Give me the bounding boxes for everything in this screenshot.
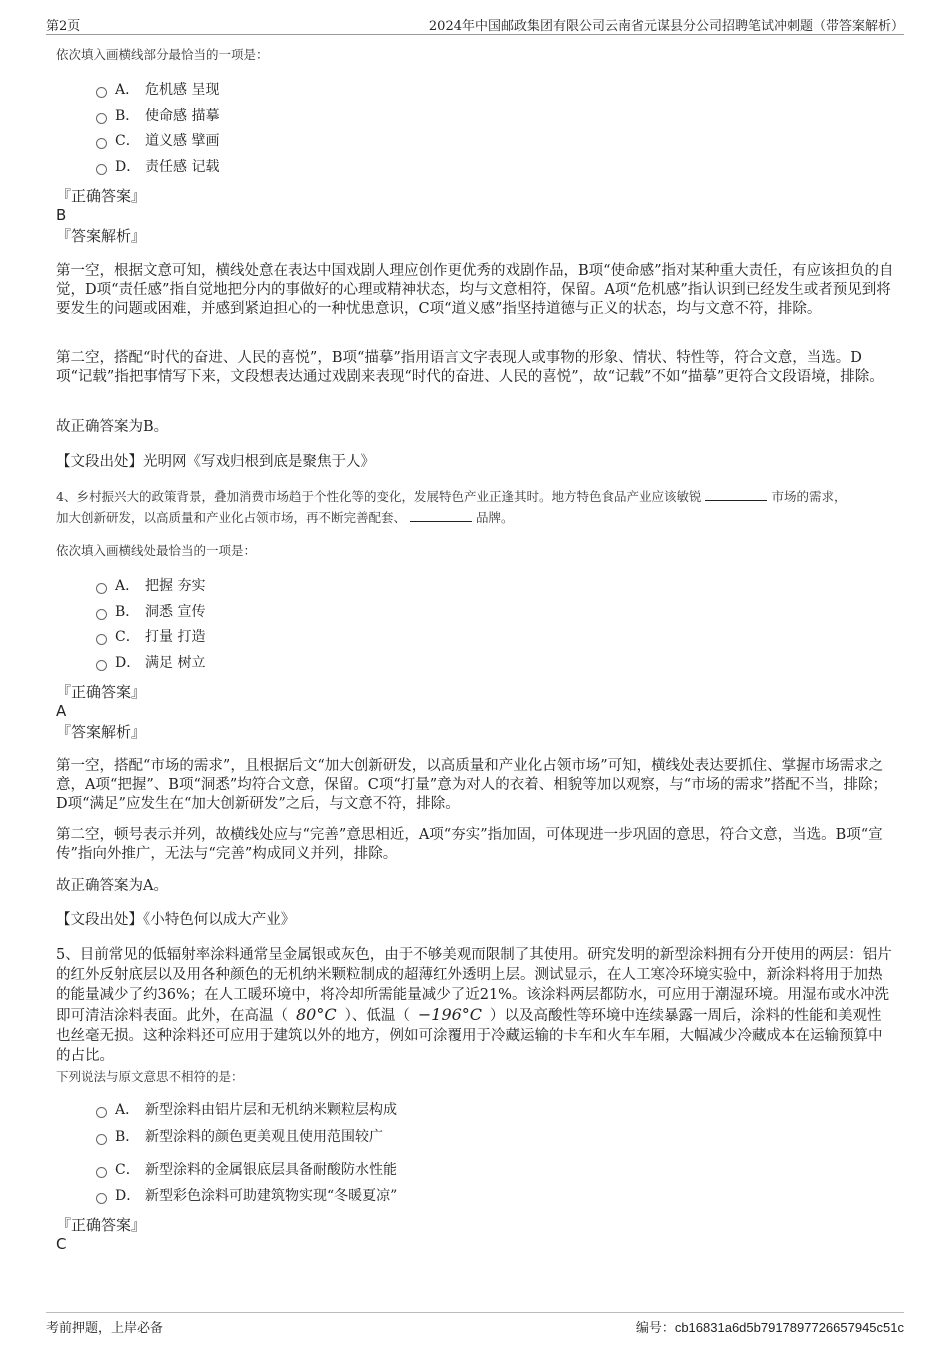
radio-icon[interactable]: [96, 164, 107, 175]
radio-icon[interactable]: [96, 609, 107, 620]
radio-icon[interactable]: [96, 1193, 107, 1204]
radio-icon[interactable]: [96, 1134, 107, 1145]
q5-stem: 5、目前常见的低辐射率涂料通常呈金属银或灰色，由于不够美观而限制了其使用。研究发明的新型涂料拥有分开使用的两层：铝片的红外反射底层以及用各种颜色的无机纳米颗粒制成的超薄红外透明上层。测试显示，在人工寒冷环境实验中，新涂料将用于加热的能量减少了约36%；在人工暖环境中，将冷却所需能量减少了近21%。该涂料两层都防水，可应用于潮湿环境。用湿布或水冲洗即可清洁涂料表面。此外，在高温（ 80°C ）、低温（ −196°C ）以及高酸性等环境中连续暴露一周后，涂料的性能和美观性也丝毫无损。这种涂料还可应用于建筑以外的地方，例如可涂覆用于冷藏运输的卡车和火车车厢，大幅减少冷藏成本在运输预算中的占比。: [56, 947, 892, 1064]
q5-option-d[interactable]: D． 新型彩色涂料可助建筑物实现“冬暖夏凉”: [96, 1186, 397, 1206]
q3-option-c[interactable]: C． 道义感 擘画: [96, 131, 219, 151]
radio-icon[interactable]: [96, 138, 107, 149]
q4-analysis-paragraph-2: 第二空，顿号表示并列，故横线处应与“完善”意思相近，A项“夯实”指加固，可体现进一步巩固的意思，符合文意，当选。B项“宣传”指向外推广，无法与“完善”构成同义并列，排除。: [56, 827, 883, 862]
q3-answer: B: [56, 206, 67, 224]
q3-prompt: 依次填入画横线部分最恰当的一项是：: [56, 47, 269, 62]
q4-analysis-paragraph-1: 第一空，搭配“市场的需求”，且根据后文“加大创新研发，以高质量和产业化占领市场”可知，横线处表达要抓住、掌握市场需求之意，A项“把握”、B项“洞悉”均符合文意，保留。C项“打量”意为对人的衣着、相貌等加以观察，与“市场的需求”搭配不当，排除；D项“满足”应发生在“加大创新研发”之后，与文意不符，排除。: [56, 758, 888, 812]
q5-option-a[interactable]: A． 新型涂料由铝片层和无机纳米颗粒层构成: [96, 1100, 397, 1120]
q3-source: 【文段出处】光明网《写戏归根到底是聚焦于人》: [56, 454, 375, 470]
blank-line: [410, 509, 472, 522]
q5-answer: C: [56, 1235, 67, 1253]
q4-source: 【文段出处】《小特色何以成大产业》: [56, 912, 296, 928]
footer-slogan: 考前押题，上岸必备: [46, 1321, 164, 1336]
page-footer: [46, 1312, 904, 1337]
q4-option-a[interactable]: A． 把握 夯实: [96, 576, 205, 596]
page-header: [46, 12, 904, 35]
radio-icon[interactable]: [96, 1167, 107, 1178]
q3-analysis-paragraph-1: 第一空，根据文意可知，横线处意在表达中国戏剧人理应创作更优秀的戏剧作品，B项“使命感”指对某种重大责任，有应该担负的自觉，D项“责任感”指自觉地把分内的事做好的心理或精神状态，均与文意相符，保留。A项“危机感”指认识到已经发生或者预见到将要发生的问题或困难，并感到紧迫担心的一种忧患意识，C项“道义感”指坚持道德与正义的状态，均与文意不符，排除。: [56, 263, 894, 317]
radio-icon[interactable]: [96, 87, 107, 98]
q4-analysis-label: 『答案解析』: [56, 723, 147, 741]
q3-option-a[interactable]: A． 危机感 呈现: [96, 80, 219, 100]
q4-option-d[interactable]: D． 满足 树立: [96, 653, 205, 673]
page-number: 第2页: [46, 19, 81, 34]
q4-stem: 4、乡村振兴大的政策背景，叠加消费市场趋于个性化等的变化，发展特色产业正逢其时。地方特色食品产业应该敏锐 市场的需求， 加大创新研发，以高质量和产业化占领市场，再不断完善配套、 品牌。: [56, 489, 847, 525]
radio-icon[interactable]: [96, 1107, 107, 1118]
temperature-low: −196°C: [417, 1005, 483, 1024]
q3-conclusion: 故正确答案为B。: [56, 419, 169, 435]
q3-option-b[interactable]: B． 使命感 描摹: [96, 106, 219, 126]
radio-icon[interactable]: [96, 634, 107, 645]
q3-analysis-paragraph-2: 第二空，搭配“时代的奋进、人民的喜悦”，B项“描摹”指用语言文字表现人或事物的形象、情状、特性等，符合文意，当选。D项“记载”指把事情写下来，文段想表达通过戏剧来表现“时代的奋进、人民的喜悦”，故“记载”不如“描摹”更符合文段语境，排除。: [56, 350, 884, 385]
q5-answer-label: 『正确答案』: [56, 1216, 147, 1234]
q4-answer-label: 『正确答案』: [56, 683, 147, 701]
q4-answer: A: [56, 702, 67, 720]
blank-line: [705, 488, 767, 501]
q4-conclusion: 故正确答案为A。: [56, 878, 168, 894]
q3-analysis-label: 『答案解析』: [56, 227, 147, 245]
radio-icon[interactable]: [96, 583, 107, 594]
q4-option-b[interactable]: B． 洞悉 宣传: [96, 602, 205, 622]
radio-icon[interactable]: [96, 113, 107, 124]
q5-prompt: 下列说法与原文意思不相符的是：: [56, 1069, 244, 1084]
document-code: 编号：cb16831a6d5b7917897726657945c51c: [635, 1320, 904, 1336]
q3-answer-label: 『正确答案』: [56, 187, 147, 205]
document-title: 2024年中国邮政集团有限公司云南省元谋县分公司招聘笔试冲刺题（带答案解析）: [428, 19, 904, 34]
q3-option-d[interactable]: D． 责任感 记载: [96, 157, 219, 177]
q5-option-c[interactable]: C． 新型涂料的金属银底层具备耐酸防水性能: [96, 1160, 397, 1180]
q4-option-c[interactable]: C． 打量 打造: [96, 627, 205, 647]
temperature-high: 80°C: [296, 1005, 337, 1024]
radio-icon[interactable]: [96, 660, 107, 671]
q5-option-b[interactable]: B． 新型涂料的颜色更美观且使用范围较广: [96, 1127, 383, 1147]
q4-prompt: 依次填入画横线处最恰当的一项是：: [56, 543, 257, 558]
